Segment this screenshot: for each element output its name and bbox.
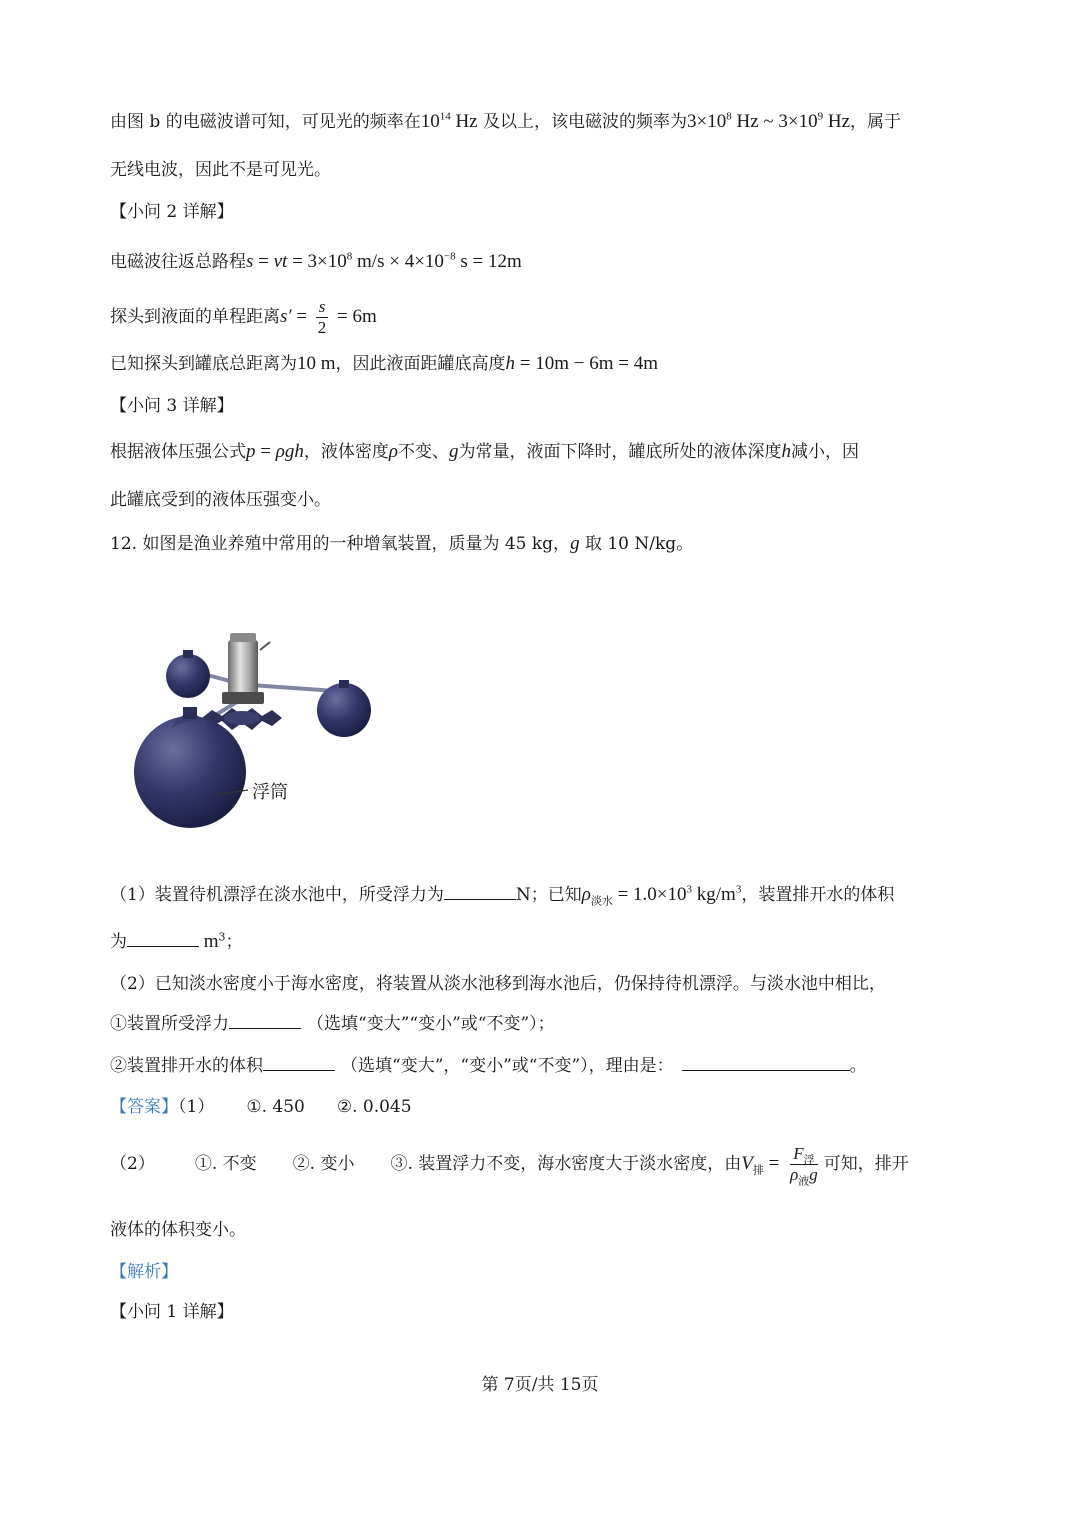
math: p (246, 441, 256, 462)
answer-label: 【答案】 (110, 1097, 178, 1117)
text: 根据液体压强公式 (110, 442, 246, 462)
text: 及以上，该电磁波的频率为 (477, 112, 688, 132)
math: = 10m − 6m = 4m (515, 353, 659, 374)
denominator: ρ (790, 1165, 799, 1184)
exponent: 9 (817, 110, 824, 123)
math: ρ (581, 884, 591, 905)
text: （选填“变大”，“变小”或“不变”），理由是： (341, 1056, 674, 1076)
text-line (110, 440, 970, 464)
math: 10 (420, 111, 440, 132)
answer-value: ②. 变小 (292, 1154, 355, 1174)
denominator: g (809, 1165, 818, 1184)
text-line: （2）已知淡水密度小于海水密度，将装置从淡水池移到海水池后，仍保持待机漂浮。与淡水池中相比， (110, 974, 886, 994)
denominator: 2 (317, 318, 327, 337)
math: ρgh (275, 441, 304, 462)
text: 12. 如图是渔业养殖中常用的一种增氧装置，质量为 45 kg， (110, 534, 571, 554)
subscript: 淡水 (590, 894, 613, 908)
aerator-figure (120, 600, 390, 840)
exponent: 8 (726, 110, 732, 123)
aerator-illustration (120, 600, 390, 840)
text: 可知，排开 (823, 1154, 909, 1174)
exponent: 3 (735, 883, 742, 896)
answer-value: ①. 450 (246, 1097, 305, 1117)
text: 为 (110, 932, 127, 952)
text: （选填“变大”“变小”或“不变”）； (307, 1014, 555, 1034)
text: 已知探头到罐底总距离为 (110, 354, 297, 374)
fraction (315, 297, 330, 338)
answer-line (110, 1095, 970, 1119)
exponent: 3 (686, 883, 693, 896)
math: h (781, 441, 791, 462)
math: = (253, 251, 274, 272)
text-line (110, 295, 970, 339)
answer-line (110, 1140, 970, 1188)
math: = 3×10 (287, 251, 347, 272)
numerator: s (316, 297, 329, 318)
math: s = 12m (455, 251, 522, 272)
text: 探头到液面的单程距离 (110, 307, 280, 327)
text-line (110, 1012, 970, 1036)
math: h (505, 353, 516, 374)
answer-value: ①. 不变 (194, 1154, 257, 1174)
math: = (763, 1153, 785, 1174)
text-line (110, 880, 970, 910)
exponent: 8 (346, 250, 353, 263)
math: g (448, 441, 459, 462)
text-line: 此罐底受到的液体压强变小。 (110, 490, 331, 510)
math: = (291, 306, 312, 327)
answer-blank[interactable] (127, 946, 199, 947)
unit: m (199, 931, 219, 952)
text: 取 10 N/kg。 (579, 534, 694, 554)
text: ③. 装置浮力不变，海水密度大于淡水密度，由 (390, 1154, 742, 1174)
text: （2） (110, 1154, 155, 1174)
text: ②装置排开水的体积 (110, 1056, 263, 1076)
answer-blank[interactable] (229, 1028, 301, 1029)
answer-blank[interactable] (263, 1070, 335, 1071)
question-stem (110, 532, 970, 556)
text-line (110, 110, 970, 134)
exponent: 3 (218, 930, 226, 944)
text: 为常量，液面下降时，罐底所处的液体深度 (458, 442, 782, 462)
answer-blank[interactable] (444, 899, 516, 900)
text: 不变、 (397, 442, 449, 462)
numerator: F (793, 1144, 804, 1163)
analysis-label: 【解析】 (110, 1262, 178, 1282)
math: = 1.0×10 (612, 884, 687, 905)
exponent: 14 (439, 110, 451, 123)
text: ，液体密度 (303, 442, 389, 462)
subscript: 排 (752, 1163, 764, 1177)
exponent: −8 (443, 250, 456, 263)
math: m/s × 4×10 (352, 251, 444, 272)
math: s (246, 251, 254, 272)
unit: kg/m (692, 884, 736, 905)
section-title: 【小问 3 详解】 (110, 396, 234, 416)
math: Hz ~ 3×10 (731, 111, 818, 132)
text: ①装置所受浮力 (110, 1014, 229, 1034)
text-line (110, 352, 970, 376)
text-line (110, 930, 970, 954)
text: 由图 b 的电磁波谱可知，可见光的频率在 (110, 112, 421, 132)
math: 3×10 (687, 111, 727, 132)
unit: Hz (823, 111, 851, 132)
text: （1）装置待机漂浮在淡水池中，所受浮力为 (110, 885, 444, 905)
math: = (255, 441, 276, 462)
math: V (741, 1153, 753, 1174)
text: ； (225, 932, 243, 952)
text-line: 液体的体积变小。 (110, 1220, 246, 1240)
math: vt (273, 251, 288, 272)
text: 电磁波往返总路程 (110, 252, 246, 272)
text: N；已知 (515, 885, 582, 905)
text: （1） (178, 1097, 215, 1117)
subscript: 浮 (803, 1154, 815, 1167)
answer-value: ②. 0.045 (336, 1097, 412, 1117)
math: = 6m (332, 306, 377, 327)
unit: Hz (450, 111, 478, 132)
section-title: 【小问 2 详解】 (110, 202, 234, 222)
math: s′ (280, 306, 292, 327)
text: 。 (849, 1056, 867, 1076)
text-line (110, 250, 970, 274)
section-title: 【小问 1 详解】 (110, 1302, 234, 1322)
float-label: 浮筒 (252, 782, 288, 803)
answer-blank[interactable] (682, 1070, 850, 1071)
text: ，因此液面距罐底高度 (335, 354, 506, 374)
text-line (110, 1054, 970, 1078)
text-line: 无线电波，因此不是可见光。 (110, 160, 331, 180)
fraction (787, 1144, 821, 1188)
page-number: 第 7页/共 15页 (481, 1375, 599, 1395)
subscript: 液 (798, 1175, 810, 1188)
math: g (570, 533, 580, 554)
math: 10 m (297, 353, 336, 374)
text: ，属于 (850, 112, 902, 132)
text: ，装置排开水的体积 (741, 885, 895, 905)
text: 减小，因 (790, 442, 859, 462)
math: ρ (388, 441, 398, 462)
